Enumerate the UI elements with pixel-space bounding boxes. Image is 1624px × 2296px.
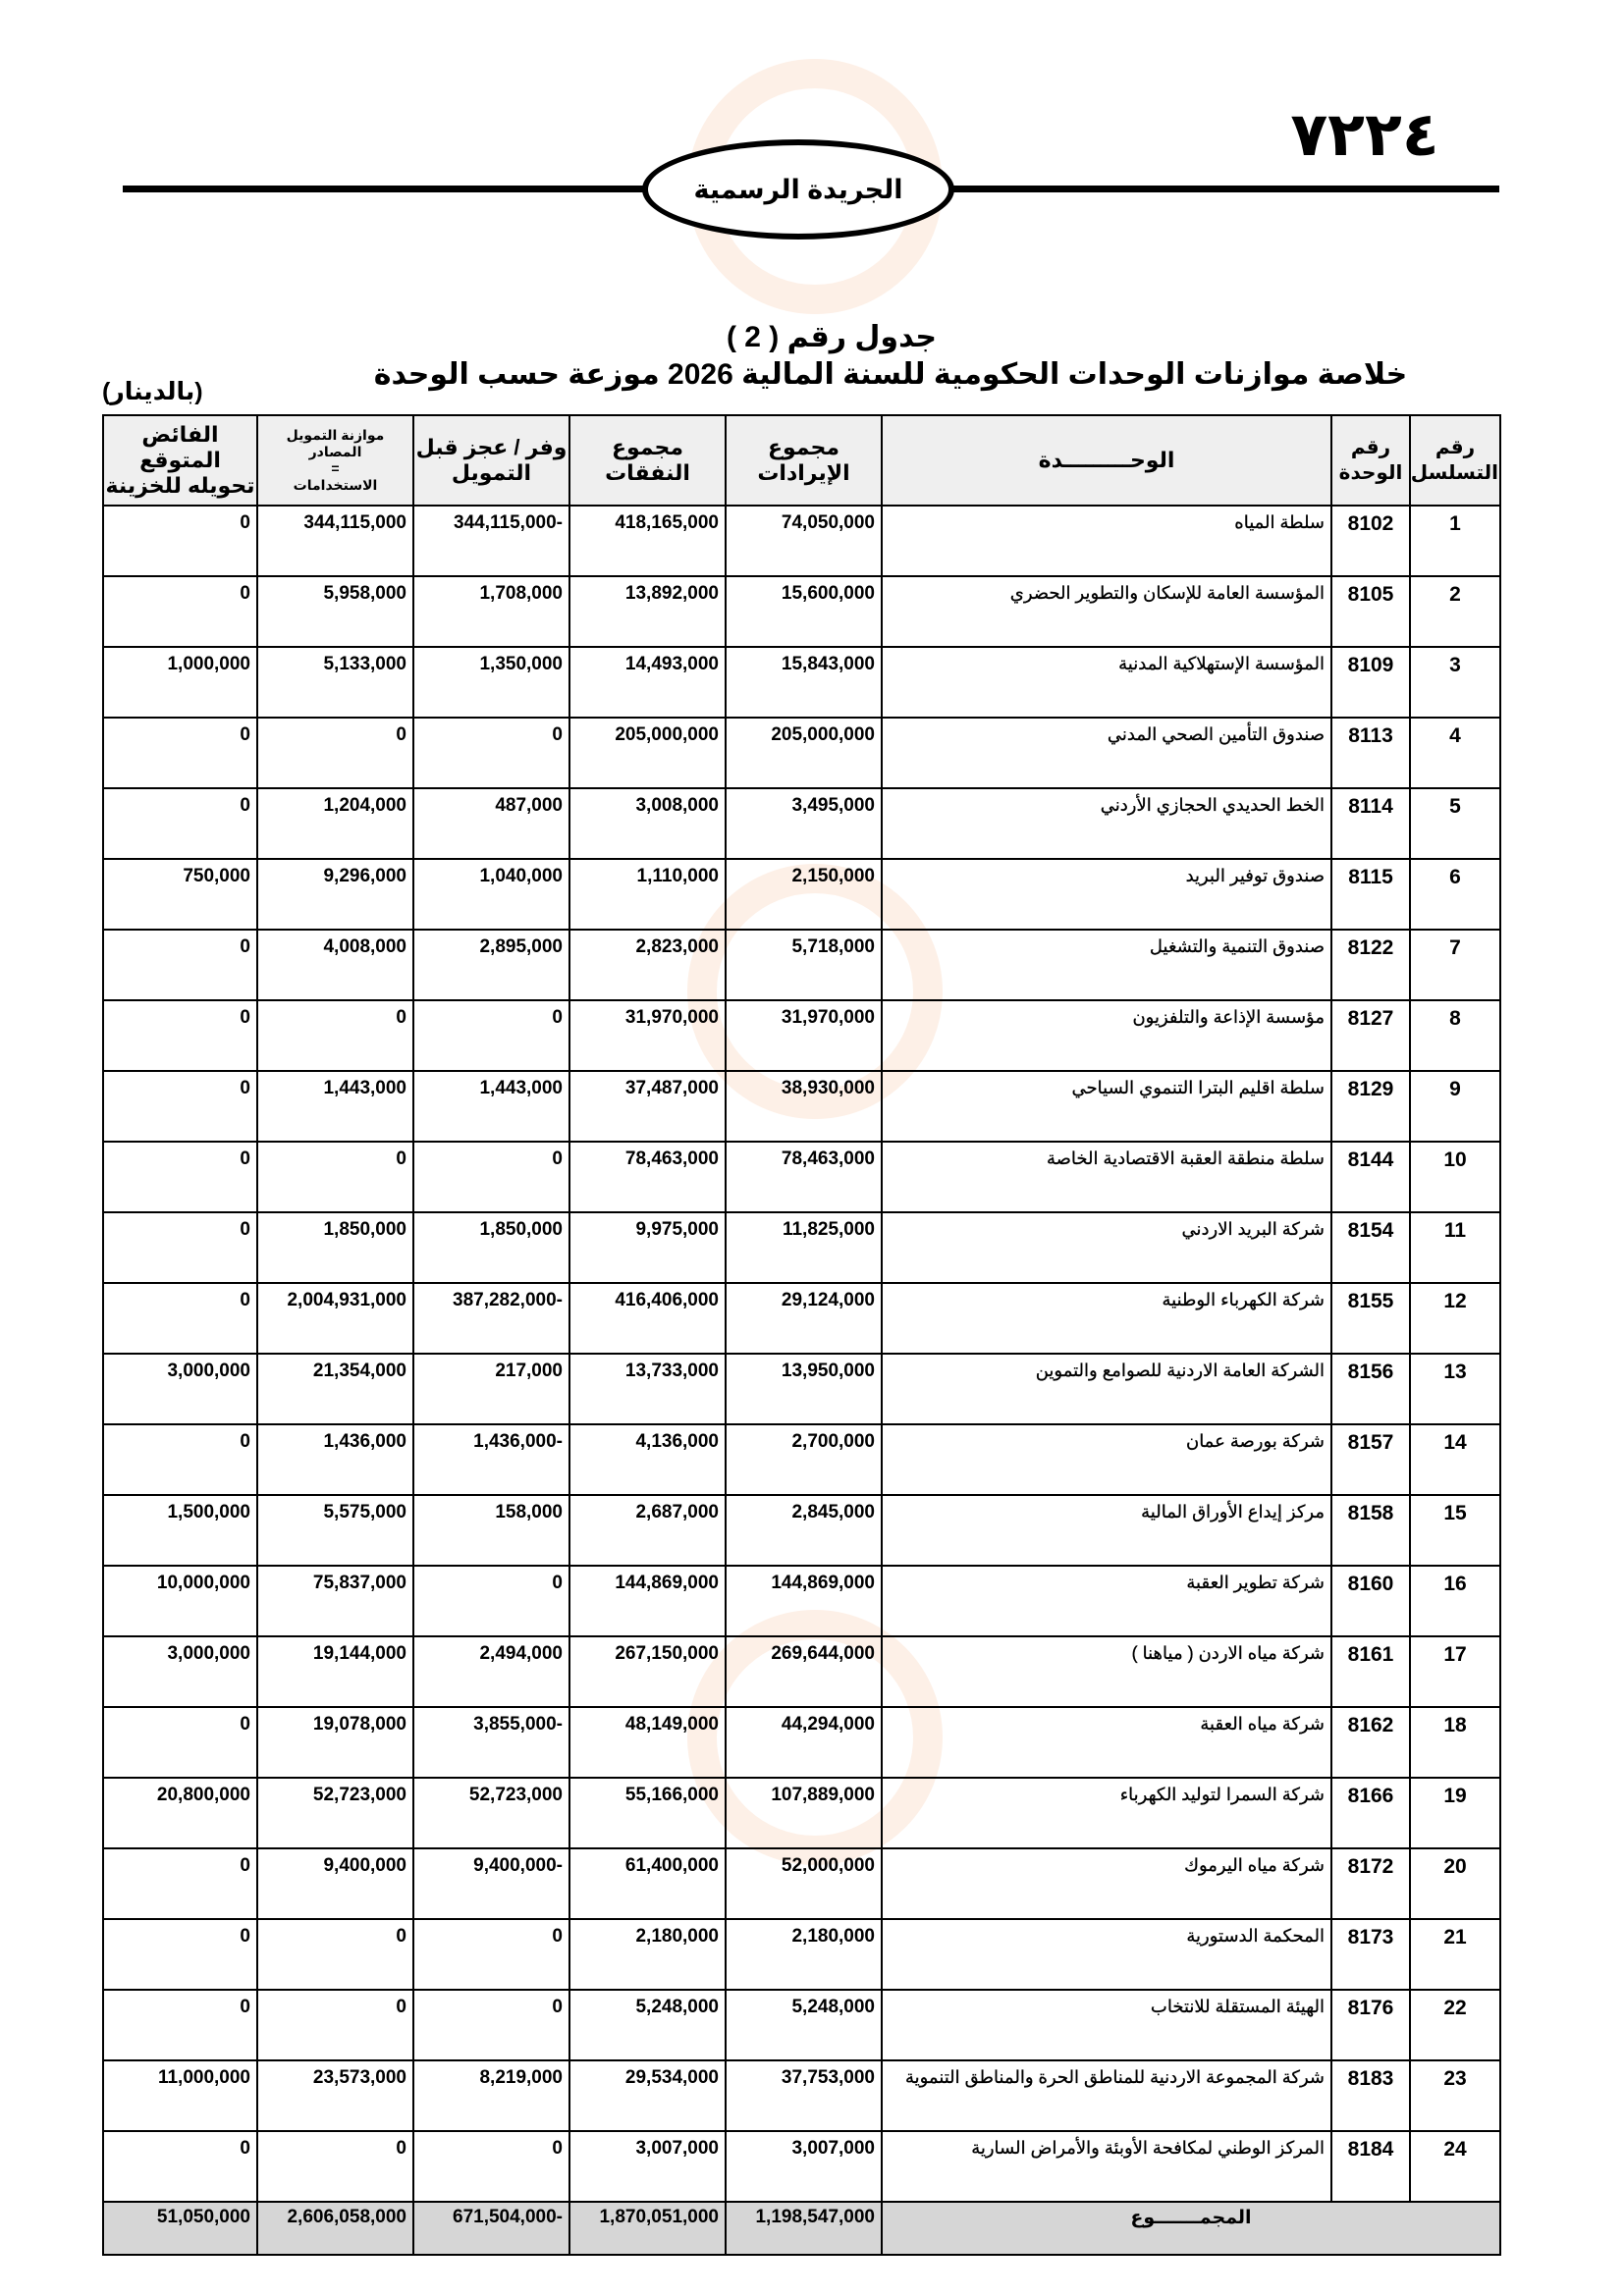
cell-name: شركة تطوير العقبة bbox=[882, 1566, 1331, 1636]
cell-surplus: 1,443,000 bbox=[413, 1071, 569, 1142]
cell-code: 8162 bbox=[1331, 1707, 1410, 1778]
cell-financing: 19,078,000 bbox=[257, 1707, 413, 1778]
budget-table bbox=[102, 414, 1501, 2256]
cell-revenues: 144,869,000 bbox=[726, 1566, 882, 1636]
cell-code: 8183 bbox=[1331, 2060, 1410, 2131]
cell-serial: 21 bbox=[1410, 1919, 1500, 1990]
cell-serial: 2 bbox=[1410, 576, 1500, 647]
cell-treasury: 11,000,000 bbox=[103, 2060, 257, 2131]
cell-revenues: 38,930,000 bbox=[726, 1071, 882, 1142]
cell-code: 8160 bbox=[1331, 1566, 1410, 1636]
cell-financing: 0 bbox=[257, 1142, 413, 1212]
cell-serial: 17 bbox=[1410, 1636, 1500, 1707]
cell-financing: 1,443,000 bbox=[257, 1071, 413, 1142]
table-row bbox=[103, 859, 1500, 930]
cell-financing: 0 bbox=[257, 718, 413, 788]
cell-treasury: 1,500,000 bbox=[103, 1495, 257, 1566]
cell-revenues: 2,150,000 bbox=[726, 859, 882, 930]
table-row bbox=[103, 1919, 1500, 1990]
cell-surplus: 387,282,000- bbox=[413, 1283, 569, 1354]
cell-treasury: 0 bbox=[103, 718, 257, 788]
cell-revenues: 52,000,000 bbox=[726, 1848, 882, 1919]
cell-surplus: 1,436,000- bbox=[413, 1424, 569, 1495]
cell-name: شركة الكهرباء الوطنية bbox=[882, 1283, 1331, 1354]
cell-name: الهيئة المستقلة للانتخاب bbox=[882, 1990, 1331, 2060]
header-row bbox=[103, 415, 1500, 506]
cell-code: 8122 bbox=[1331, 930, 1410, 1000]
cell-surplus: 344,115,000- bbox=[413, 506, 569, 576]
cell-surplus: 1,350,000 bbox=[413, 647, 569, 718]
cell-expenses: 78,463,000 bbox=[569, 1142, 726, 1212]
cell-revenues: 5,718,000 bbox=[726, 930, 882, 1000]
cell-treasury: 0 bbox=[103, 930, 257, 1000]
cell-serial: 7 bbox=[1410, 930, 1500, 1000]
cell-surplus: 0 bbox=[413, 1990, 569, 2060]
cell-serial: 1 bbox=[1410, 506, 1500, 576]
cell-revenues: 2,845,000 bbox=[726, 1495, 882, 1566]
cell-serial: 20 bbox=[1410, 1848, 1500, 1919]
col-serial: رقم التسلسل bbox=[1410, 415, 1500, 506]
cell-financing: 52,723,000 bbox=[257, 1778, 413, 1848]
cell-expenses: 5,248,000 bbox=[569, 1990, 726, 2060]
page-number: ٧٢٢٤ bbox=[1290, 98, 1439, 170]
cell-treasury: 0 bbox=[103, 1071, 257, 1142]
cell-revenues: 78,463,000 bbox=[726, 1142, 882, 1212]
cell-revenues: 3,495,000 bbox=[726, 788, 882, 859]
cell-serial: 13 bbox=[1410, 1354, 1500, 1424]
cell-surplus: 0 bbox=[413, 1919, 569, 1990]
cell-code: 8154 bbox=[1331, 1212, 1410, 1283]
cell-financing: 0 bbox=[257, 2131, 413, 2202]
cell-revenues: 2,180,000 bbox=[726, 1919, 882, 1990]
financing-eq: = bbox=[331, 460, 340, 476]
cell-expenses: 2,687,000 bbox=[569, 1495, 726, 1566]
cell-serial: 11 bbox=[1410, 1212, 1500, 1283]
cell-code: 8129 bbox=[1331, 1071, 1410, 1142]
cell-code: 8166 bbox=[1331, 1778, 1410, 1848]
cell-revenues: 205,000,000 bbox=[726, 718, 882, 788]
cell-financing: 9,296,000 bbox=[257, 859, 413, 930]
cell-surplus: 487,000 bbox=[413, 788, 569, 859]
cell-serial: 6 bbox=[1410, 859, 1500, 930]
cell-serial: 24 bbox=[1410, 2131, 1500, 2202]
table-row bbox=[103, 1990, 1500, 2060]
cell-revenues: 3,007,000 bbox=[726, 2131, 882, 2202]
cell-name: شركة مياه اليرموك bbox=[882, 1848, 1331, 1919]
col-expenses: مجموع النفقات bbox=[569, 415, 726, 506]
cell-treasury: 0 bbox=[103, 1919, 257, 1990]
cell-revenues: 269,644,000 bbox=[726, 1636, 882, 1707]
cell-expenses: 205,000,000 bbox=[569, 718, 726, 788]
cell-serial: 19 bbox=[1410, 1778, 1500, 1848]
cell-financing: 0 bbox=[257, 1919, 413, 1990]
cell-expenses: 416,406,000 bbox=[569, 1283, 726, 1354]
cell-name: المؤسسة الإستهلاكية المدنية bbox=[882, 647, 1331, 718]
cell-code: 8161 bbox=[1331, 1636, 1410, 1707]
cell-code: 8158 bbox=[1331, 1495, 1410, 1566]
cell-financing: 5,958,000 bbox=[257, 576, 413, 647]
cell-surplus: 0 bbox=[413, 1142, 569, 1212]
total-expenses: 1,870,051,000 bbox=[569, 2202, 726, 2255]
cell-code: 8144 bbox=[1331, 1142, 1410, 1212]
cell-treasury: 0 bbox=[103, 506, 257, 576]
table-row bbox=[103, 930, 1500, 1000]
cell-code: 8172 bbox=[1331, 1848, 1410, 1919]
table-row bbox=[103, 1354, 1500, 1424]
cell-surplus: 1,708,000 bbox=[413, 576, 569, 647]
cell-treasury: 3,000,000 bbox=[103, 1636, 257, 1707]
table-number: جدول رقم ( 2 ) bbox=[726, 321, 938, 353]
table-row bbox=[103, 1071, 1500, 1142]
table-row bbox=[103, 1142, 1500, 1212]
cell-code: 8176 bbox=[1331, 1990, 1410, 2060]
cell-serial: 18 bbox=[1410, 1707, 1500, 1778]
cell-code: 8184 bbox=[1331, 2131, 1410, 2202]
cell-name: سلطة اقليم البترا التنموي السياحي bbox=[882, 1071, 1331, 1142]
cell-expenses: 3,008,000 bbox=[569, 788, 726, 859]
cell-surplus: 0 bbox=[413, 718, 569, 788]
cell-treasury: 0 bbox=[103, 1142, 257, 1212]
cell-serial: 3 bbox=[1410, 647, 1500, 718]
cell-surplus: 3,855,000- bbox=[413, 1707, 569, 1778]
cell-serial: 14 bbox=[1410, 1424, 1500, 1495]
cell-expenses: 29,534,000 bbox=[569, 2060, 726, 2131]
cell-serial: 12 bbox=[1410, 1283, 1500, 1354]
cell-surplus: 2,494,000 bbox=[413, 1636, 569, 1707]
col-unit: الوحـــــــــدة bbox=[882, 415, 1331, 506]
cell-surplus: 9,400,000- bbox=[413, 1848, 569, 1919]
cell-revenues: 74,050,000 bbox=[726, 506, 882, 576]
cell-serial: 23 bbox=[1410, 2060, 1500, 2131]
cell-serial: 8 bbox=[1410, 1000, 1500, 1071]
cell-expenses: 37,487,000 bbox=[569, 1071, 726, 1142]
table-row bbox=[103, 2060, 1500, 2131]
cell-financing: 9,400,000 bbox=[257, 1848, 413, 1919]
cell-expenses: 48,149,000 bbox=[569, 1707, 726, 1778]
cell-treasury: 0 bbox=[103, 1848, 257, 1919]
cell-financing: 5,575,000 bbox=[257, 1495, 413, 1566]
cell-financing: 21,354,000 bbox=[257, 1354, 413, 1424]
gazette-name-oval bbox=[642, 139, 954, 240]
cell-revenues: 29,124,000 bbox=[726, 1283, 882, 1354]
cell-revenues: 44,294,000 bbox=[726, 1707, 882, 1778]
cell-serial: 9 bbox=[1410, 1071, 1500, 1142]
col-treasury: الفائض المتوقع تحويله للخزينة bbox=[103, 415, 257, 506]
cell-serial: 16 bbox=[1410, 1566, 1500, 1636]
cell-expenses: 2,180,000 bbox=[569, 1919, 726, 1990]
cell-expenses: 61,400,000 bbox=[569, 1848, 726, 1919]
cell-treasury: 0 bbox=[103, 1212, 257, 1283]
cell-treasury: 10,000,000 bbox=[103, 1566, 257, 1636]
cell-expenses: 55,166,000 bbox=[569, 1778, 726, 1848]
cell-surplus: 217,000 bbox=[413, 1354, 569, 1424]
cell-serial: 22 bbox=[1410, 1990, 1500, 2060]
cell-expenses: 13,733,000 bbox=[569, 1354, 726, 1424]
table-row bbox=[103, 718, 1500, 788]
cell-revenues: 2,700,000 bbox=[726, 1424, 882, 1495]
cell-treasury: 20,800,000 bbox=[103, 1778, 257, 1848]
cell-code: 8173 bbox=[1331, 1919, 1410, 1990]
cell-treasury: 0 bbox=[103, 1424, 257, 1495]
financing-bottom: الاستخدامات bbox=[293, 477, 378, 493]
cell-name: صندوق التأمين الصحي المدني bbox=[882, 718, 1331, 788]
cell-serial: 5 bbox=[1410, 788, 1500, 859]
total-revenues: 1,198,547,000 bbox=[726, 2202, 882, 2255]
cell-financing: 1,204,000 bbox=[257, 788, 413, 859]
table-subtitle: خلاصة موازنات الوحدات الحكومية للسنة المالية 2026 موزعة حسب الوحدة bbox=[373, 358, 1408, 391]
cell-name: الشركة العامة الاردنية للصوامع والتموين bbox=[882, 1354, 1331, 1424]
cell-name: مركز إيداع الأوراق المالية bbox=[882, 1495, 1331, 1566]
cell-treasury: 3,000,000 bbox=[103, 1354, 257, 1424]
cell-financing: 0 bbox=[257, 1000, 413, 1071]
table-row bbox=[103, 1495, 1500, 1566]
gazette-name: الجريدة الرسمية bbox=[693, 174, 903, 204]
table-row bbox=[103, 1636, 1500, 1707]
cell-treasury: 1,000,000 bbox=[103, 647, 257, 718]
cell-expenses: 14,493,000 bbox=[569, 647, 726, 718]
table-row bbox=[103, 1212, 1500, 1283]
cell-treasury: 0 bbox=[103, 1000, 257, 1071]
cell-revenues: 13,950,000 bbox=[726, 1354, 882, 1424]
cell-name: شركة بورصة عمان bbox=[882, 1424, 1331, 1495]
table-row bbox=[103, 1000, 1500, 1071]
cell-code: 8114 bbox=[1331, 788, 1410, 859]
cell-name: شركة البريد الاردني bbox=[882, 1212, 1331, 1283]
cell-code: 8105 bbox=[1331, 576, 1410, 647]
cell-expenses: 9,975,000 bbox=[569, 1212, 726, 1283]
cell-code: 8156 bbox=[1331, 1354, 1410, 1424]
total-financing: 2,606,058,000 bbox=[257, 2202, 413, 2255]
cell-code: 8115 bbox=[1331, 859, 1410, 930]
cell-name: شركة المجموعة الاردنية للمناطق الحرة والمناطق التنموية bbox=[882, 2060, 1331, 2131]
cell-surplus: 158,000 bbox=[413, 1495, 569, 1566]
cell-surplus: 1,850,000 bbox=[413, 1212, 569, 1283]
cell-treasury: 0 bbox=[103, 1990, 257, 2060]
cell-name: سلطة المياه bbox=[882, 506, 1331, 576]
cell-surplus: 8,219,000 bbox=[413, 2060, 569, 2131]
cell-serial: 10 bbox=[1410, 1142, 1500, 1212]
table-row bbox=[103, 576, 1500, 647]
total-surplus: 671,504,000- bbox=[413, 2202, 569, 2255]
cell-surplus: 0 bbox=[413, 1566, 569, 1636]
cell-code: 8157 bbox=[1331, 1424, 1410, 1495]
cell-revenues: 5,248,000 bbox=[726, 1990, 882, 2060]
cell-treasury: 0 bbox=[103, 2131, 257, 2202]
cell-financing: 75,837,000 bbox=[257, 1566, 413, 1636]
currency-note: (بالدينار) bbox=[102, 378, 203, 405]
col-financing bbox=[257, 415, 413, 506]
cell-financing: 23,573,000 bbox=[257, 2060, 413, 2131]
cell-serial: 15 bbox=[1410, 1495, 1500, 1566]
cell-name: سلطة منطقة العقبة الاقتصادية الخاصة bbox=[882, 1142, 1331, 1212]
cell-name: شركة مياه العقبة bbox=[882, 1707, 1331, 1778]
cell-treasury: 0 bbox=[103, 1283, 257, 1354]
table-row bbox=[103, 1778, 1500, 1848]
cell-surplus: 0 bbox=[413, 2131, 569, 2202]
table-row bbox=[103, 647, 1500, 718]
cell-expenses: 4,136,000 bbox=[569, 1424, 726, 1495]
total-row bbox=[103, 2202, 1500, 2255]
cell-code: 8155 bbox=[1331, 1283, 1410, 1354]
cell-name: المحكمة الدستورية bbox=[882, 1919, 1331, 1990]
cell-financing: 0 bbox=[257, 1990, 413, 2060]
cell-expenses: 144,869,000 bbox=[569, 1566, 726, 1636]
col-unit-code: رقم الوحدة bbox=[1331, 415, 1410, 506]
cell-code: 8102 bbox=[1331, 506, 1410, 576]
cell-revenues: 31,970,000 bbox=[726, 1000, 882, 1071]
financing-top: موازنة التمويل المصادر bbox=[286, 427, 385, 459]
cell-surplus: 1,040,000 bbox=[413, 859, 569, 930]
cell-name: الخط الحديدي الحجازي الأردني bbox=[882, 788, 1331, 859]
table-row bbox=[103, 788, 1500, 859]
total-label: المجمـــــــوع bbox=[882, 2202, 1500, 2255]
cell-code: 8113 bbox=[1331, 718, 1410, 788]
cell-treasury: 0 bbox=[103, 788, 257, 859]
cell-surplus: 0 bbox=[413, 1000, 569, 1071]
cell-name: المركز الوطني لمكافحة الأوبئة والأمراض السارية bbox=[882, 2131, 1331, 2202]
cell-revenues: 15,843,000 bbox=[726, 647, 882, 718]
cell-financing: 5,133,000 bbox=[257, 647, 413, 718]
cell-financing: 2,004,931,000 bbox=[257, 1283, 413, 1354]
cell-name: مؤسسة الإذاعة والتلفزيون bbox=[882, 1000, 1331, 1071]
cell-name: شركة مياه الاردن ( مياهنا ) bbox=[882, 1636, 1331, 1707]
table-row bbox=[103, 506, 1500, 576]
cell-treasury: 0 bbox=[103, 1707, 257, 1778]
table-row bbox=[103, 1707, 1500, 1778]
cell-expenses: 31,970,000 bbox=[569, 1000, 726, 1071]
cell-expenses: 3,007,000 bbox=[569, 2131, 726, 2202]
cell-financing: 1,436,000 bbox=[257, 1424, 413, 1495]
cell-financing: 344,115,000 bbox=[257, 506, 413, 576]
table-row bbox=[103, 1283, 1500, 1354]
cell-treasury: 750,000 bbox=[103, 859, 257, 930]
cell-surplus: 52,723,000 bbox=[413, 1778, 569, 1848]
cell-surplus: 2,895,000 bbox=[413, 930, 569, 1000]
table-row bbox=[103, 1566, 1500, 1636]
cell-financing: 19,144,000 bbox=[257, 1636, 413, 1707]
cell-revenues: 15,600,000 bbox=[726, 576, 882, 647]
cell-expenses: 418,165,000 bbox=[569, 506, 726, 576]
cell-expenses: 13,892,000 bbox=[569, 576, 726, 647]
col-revenues: مجموع الإيرادات bbox=[726, 415, 882, 506]
cell-code: 8127 bbox=[1331, 1000, 1410, 1071]
cell-financing: 1,850,000 bbox=[257, 1212, 413, 1283]
cell-name: المؤسسة العامة للإسكان والتطوير الحضري bbox=[882, 576, 1331, 647]
cell-name: صندوق التنمية والتشغيل bbox=[882, 930, 1331, 1000]
col-surplus-deficit: وفر / عجز قبل التمويل bbox=[413, 415, 569, 506]
cell-name: صندوق توفير البريد bbox=[882, 859, 1331, 930]
cell-name: شركة السمرا لتوليد الكهرباء bbox=[882, 1778, 1331, 1848]
table-row bbox=[103, 1848, 1500, 1919]
cell-revenues: 11,825,000 bbox=[726, 1212, 882, 1283]
cell-expenses: 1,110,000 bbox=[569, 859, 726, 930]
cell-code: 8109 bbox=[1331, 647, 1410, 718]
cell-revenues: 107,889,000 bbox=[726, 1778, 882, 1848]
cell-treasury: 0 bbox=[103, 576, 257, 647]
cell-expenses: 2,823,000 bbox=[569, 930, 726, 1000]
cell-serial: 4 bbox=[1410, 718, 1500, 788]
cell-revenues: 37,753,000 bbox=[726, 2060, 882, 2131]
total-treasury: 51,050,000 bbox=[103, 2202, 257, 2255]
cell-financing: 4,008,000 bbox=[257, 930, 413, 1000]
table-row bbox=[103, 2131, 1500, 2202]
cell-expenses: 267,150,000 bbox=[569, 1636, 726, 1707]
table-row bbox=[103, 1424, 1500, 1495]
